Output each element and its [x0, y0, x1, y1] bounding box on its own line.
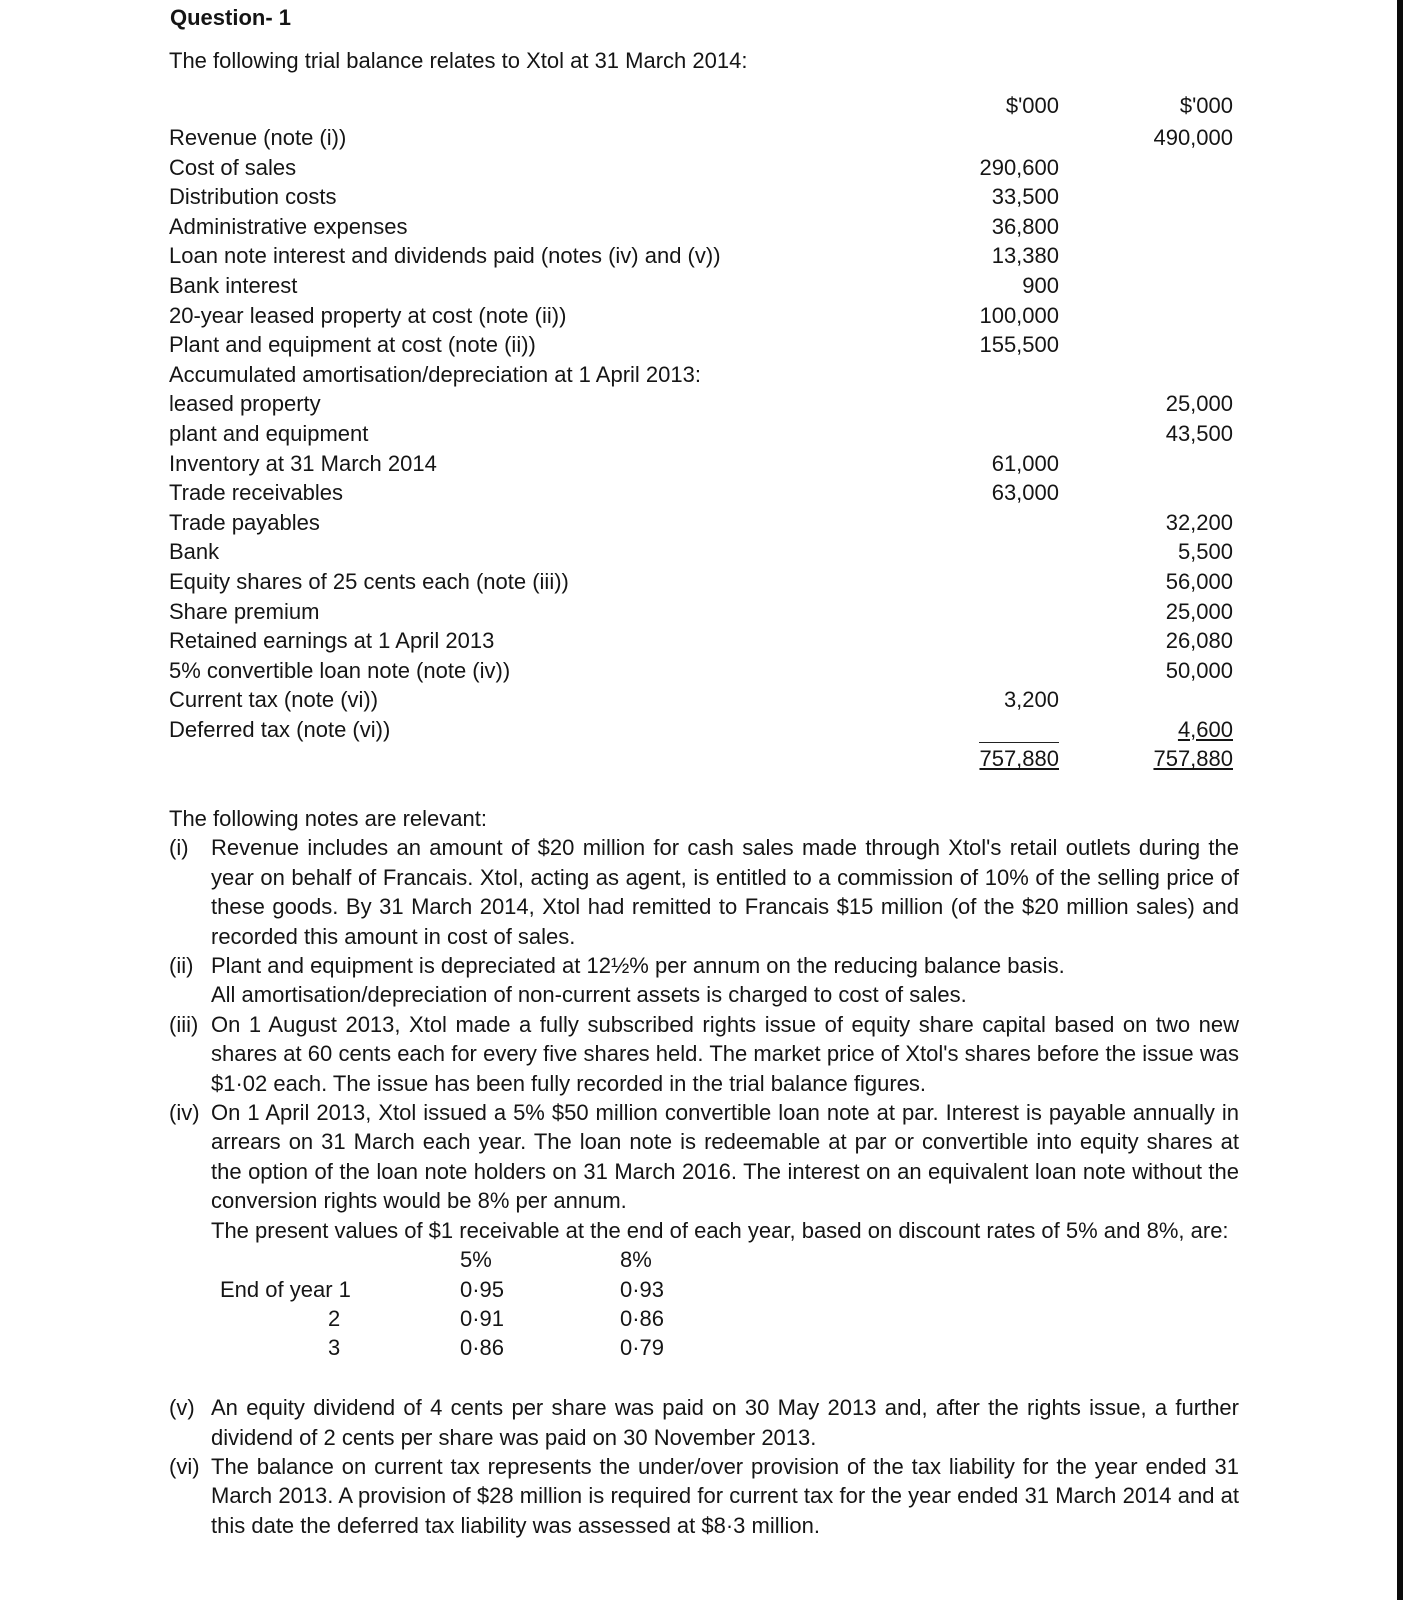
note-number: (vi)	[169, 1453, 200, 1479]
trial-balance-table	[169, 93, 1239, 774]
debit-value: 100,000	[979, 302, 1059, 328]
note-iv	[169, 1098, 1239, 1245]
row-label: Retained earnings at 1 April 2013	[169, 628, 495, 654]
pv-table	[211, 1245, 1239, 1363]
pv-row-label: 2	[328, 1306, 341, 1332]
pv-value-5pct: 0·95	[460, 1277, 505, 1303]
note-vi	[169, 1452, 1239, 1540]
pv-intro: The present values of $1 receivable at the end of each year, based on discount rates of 5% and 8%, are:	[211, 1217, 1229, 1243]
row-label: Inventory at 31 March 2014	[169, 450, 437, 476]
debit-value: 36,800	[991, 213, 1059, 239]
row-label: Current tax (note (vi))	[169, 687, 379, 713]
debit-value: 290,600	[979, 154, 1059, 180]
pv-value-8pct: 0·79	[620, 1335, 665, 1361]
row-label: 5% convertible loan note (note (iv))	[169, 657, 511, 683]
page-edge-bar	[1397, 0, 1403, 1600]
pv-value-5pct: 0·91	[460, 1306, 505, 1332]
pv-value-8pct: 0·86	[620, 1306, 665, 1332]
note-text: Plant and equipment is depreciated at 12½% per annum on the reducing balance basis.	[211, 953, 1065, 979]
table-row	[169, 626, 1239, 656]
table-row	[169, 123, 1239, 153]
note-number: (v)	[169, 1395, 195, 1421]
note-text: On 1 August 2013, Xtol made a fully subscribed rights issue of equity share capital based on two new shares at 60 cents each for every five shares held. The market price of Xtol's shares before the issue was $1·02 each. The issue has been fully recorded in the trial balance figures.	[211, 1011, 1239, 1096]
row-label: Plant and equipment at cost (note (ii))	[169, 332, 536, 358]
table-row	[169, 241, 1239, 271]
row-label: leased property	[169, 391, 321, 417]
debit-value: 63,000	[991, 480, 1059, 506]
table-row	[169, 182, 1239, 212]
row-label: plant and equipment	[169, 420, 369, 446]
pv-value-5pct: 0·86	[460, 1335, 505, 1361]
debit-value: 61,000	[991, 450, 1059, 476]
totals-row	[169, 744, 1239, 774]
note-number: (iii)	[169, 1011, 199, 1037]
credit-total: 757,880	[1153, 746, 1233, 772]
pv-header-5pct: 5%	[460, 1247, 492, 1273]
table-row	[169, 685, 1239, 715]
debit-value: 155,500	[979, 332, 1059, 358]
table-row	[169, 212, 1239, 242]
row-label: Share premium	[169, 598, 320, 624]
table-row	[169, 597, 1239, 627]
table-row	[169, 419, 1239, 449]
row-label: Bank interest	[169, 272, 298, 298]
table-row	[169, 715, 1239, 745]
note-text: On 1 April 2013, Xtol issued a 5% $50 million convertible loan note at par. Interest is payable annually in arrears on 31 March each year. The loan note is redeemable at par or convertible into equity shares at the option of the loan note holders on 31 March 2016. The interest on an equivalent loan note without the conversion rights would be 8% per annum.	[211, 1100, 1239, 1214]
table-row	[169, 360, 1239, 390]
trial-balance-header	[169, 93, 1239, 123]
credit-value: 490,000	[1153, 125, 1233, 150]
row-label: Accumulated amortisation/depreciation at 1 April 2013:	[169, 361, 701, 387]
debit-column-header: $'000	[1005, 93, 1059, 118]
table-row	[169, 271, 1239, 301]
note-v	[169, 1393, 1239, 1452]
credit-value: 25,000	[1165, 598, 1233, 624]
notes-intro: The following notes are relevant:	[169, 806, 487, 831]
credit-value: 32,200	[1165, 509, 1233, 535]
pv-row-label: 3	[328, 1335, 341, 1361]
row-label: Deferred tax (note (vi))	[169, 716, 391, 742]
note-text: An equity dividend of 4 cents per share was paid on 30 May 2013 and, after the rights issue, a further dividend of 2 cents per share was paid on 30 November 2013.	[211, 1395, 1239, 1450]
row-label: Trade receivables	[169, 480, 344, 506]
note-iii	[169, 1010, 1239, 1098]
credit-value: 4,600	[1177, 716, 1233, 742]
table-row	[169, 656, 1239, 686]
question-heading: Question- 1	[170, 5, 292, 30]
row-label: Loan note interest and dividends paid (notes (iv) and (v))	[169, 243, 721, 269]
row-label: Trade payables	[169, 509, 320, 535]
credit-value: 5,500	[1177, 539, 1233, 565]
credit-value: 56,000	[1165, 568, 1233, 594]
row-label: Administrative expenses	[169, 213, 408, 239]
table-row	[169, 330, 1239, 360]
note-text: Revenue includes an amount of $20 million for cash sales made through Xtol's retail outlets during the year on behalf of Francais. Xtol, acting as agent, is entitled to a commission of 10% of the selling price of these goods. By 31 March 2014, Xtol had remitted to Francais $15 million (of the $20 million sales) and recorded this amount in cost of sales.	[211, 835, 1239, 949]
note-number: (ii)	[169, 953, 194, 979]
credit-value: 50,000	[1165, 657, 1233, 683]
notes-section	[169, 804, 1239, 1540]
table-row	[169, 478, 1239, 508]
row-label: Revenue (note (i))	[169, 125, 347, 150]
debit-value: 3,200	[1003, 687, 1059, 713]
row-label: Bank	[169, 539, 220, 565]
table-row	[169, 153, 1239, 183]
pv-row-label: End of year 1	[220, 1277, 351, 1303]
table-row	[169, 537, 1239, 567]
debit-value: 900	[1022, 272, 1059, 298]
table-row	[169, 301, 1239, 331]
note-number: (iv)	[169, 1100, 200, 1126]
credit-value: 43,500	[1165, 420, 1233, 446]
note-text: The balance on current tax represents the under/over provision of the tax liability for the year ended 31 March 2013. A provision of $28 million is required for current tax for the year ended 31 March 2014 and at this date the deferred tax liability was assessed at $8·3 million.	[211, 1453, 1239, 1538]
credit-column-header: $'000	[1179, 93, 1233, 118]
row-label: Cost of sales	[169, 154, 297, 180]
table-row	[169, 508, 1239, 538]
credit-value: 26,080	[1165, 628, 1233, 654]
pv-value-8pct: 0·93	[620, 1277, 665, 1303]
note-ii	[169, 951, 1239, 1010]
note-i	[169, 833, 1239, 951]
row-label: Equity shares of 25 cents each (note (iii))	[169, 568, 569, 594]
debit-value: 33,500	[991, 184, 1059, 210]
credit-value: 25,000	[1165, 391, 1233, 417]
pv-header-8pct: 8%	[620, 1247, 652, 1273]
table-row	[169, 389, 1239, 419]
table-row	[169, 449, 1239, 479]
note-text: All amortisation/depreciation of non-current assets is charged to cost of sales.	[211, 982, 967, 1008]
row-label: 20-year leased property at cost (note (ii))	[169, 302, 567, 328]
debit-value: 13,380	[991, 243, 1059, 269]
debit-total: 757,880	[979, 746, 1059, 772]
note-number: (i)	[169, 835, 189, 861]
row-label: Distribution costs	[169, 184, 337, 210]
debit-total-rule	[979, 742, 1059, 743]
intro-text: The following trial balance relates to Xtol at 31 March 2014:	[169, 48, 748, 73]
table-row	[169, 567, 1239, 597]
